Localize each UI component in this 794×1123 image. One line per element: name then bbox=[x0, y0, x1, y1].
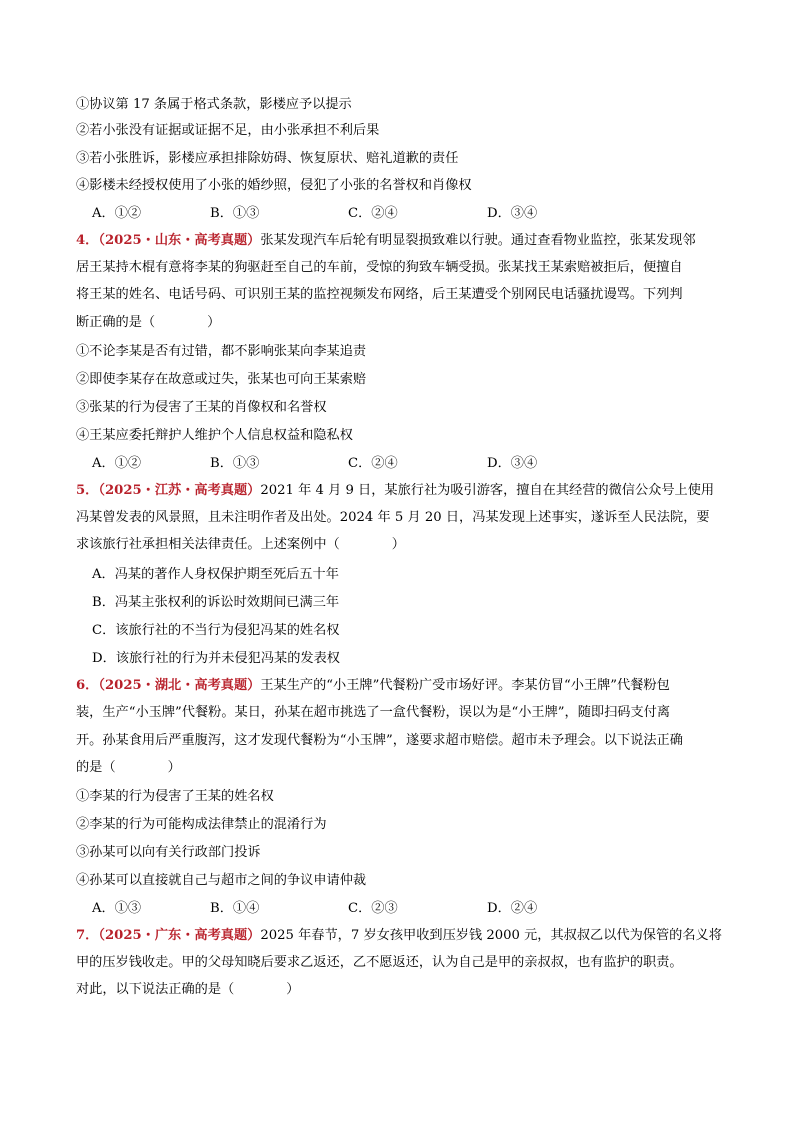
question-6-line-4 bbox=[76, 758, 726, 778]
statement-2: ②若小张没有证据或证据不足，由小张承担不利后果 bbox=[76, 123, 380, 138]
statement-1: ①不论李某是否有过错，都不影响张某向李某追责 bbox=[76, 344, 367, 359]
question-number: 4． bbox=[76, 233, 99, 248]
bracket-close: ） bbox=[391, 537, 405, 552]
choice-b[interactable]: B．冯某主张权利的诉讼时效期间已满三年 bbox=[92, 595, 340, 610]
choice-c[interactable]: C．该旅行社的不当行为侵犯冯某的姓名权 bbox=[92, 623, 340, 638]
option-a[interactable]: A．①② bbox=[92, 206, 142, 221]
option-d[interactable]: D．③④ bbox=[487, 456, 538, 471]
question-number: 6． bbox=[76, 678, 99, 693]
option-c[interactable]: C．②③ bbox=[348, 901, 398, 916]
question-5-line-2: 冯某曾发表的风景照，且未注明作者及出处。2024 年 5 月 20 日，冯某发现上述事实，遂诉至人民法院，要 bbox=[76, 510, 710, 525]
question-4-line-3: 将王某的姓名、电话号码、可识别王某的监控视频发布网络，后王某遭受个别网民电话骚扰谩骂。下列判 bbox=[76, 287, 683, 302]
statement-3: ③若小张胜诉，影楼应承担排除妨碍、恢复原状、赔礼道歉的责任 bbox=[76, 151, 459, 166]
question-text: 求该旅行社承担相关法律责任。上述案例中（ bbox=[76, 537, 340, 552]
bracket-close: ） bbox=[207, 315, 221, 330]
question-6-line-3: 开。孙某食用后严重腹泻，这才发现代餐粉为“小玉牌”，遂要求超市赔偿。超市未予理会。以下说法正确 bbox=[76, 733, 683, 748]
option-a[interactable]: A．①③ bbox=[92, 901, 142, 916]
choice-a[interactable]: A．冯某的著作人身权保护期至死后五十年 bbox=[92, 567, 339, 582]
statement-4: ④影楼未经授权使用了小张的婚纱照，侵犯了小张的名誉权和肖像权 bbox=[76, 178, 472, 193]
option-d[interactable]: D．③④ bbox=[487, 206, 538, 221]
statement-1: ①李某的行为侵害了王某的姓名权 bbox=[76, 789, 274, 804]
question-text: 2025 年春节，7 岁女孩甲收到压岁钱 2000 元，其叔叔乙以代为保管的名义将 bbox=[260, 928, 722, 943]
statement-4: ④王某应委托辩护人维护个人信息权益和隐私权 bbox=[76, 428, 353, 443]
question-number: 5． bbox=[76, 483, 99, 498]
question-7-line-2: 甲的压岁钱收走。甲的父母知晓后要求乙返还，乙不愿返还，认为自己是甲的亲叔叔，也有监护的职责。 bbox=[76, 955, 683, 970]
option-b[interactable]: B．①③ bbox=[210, 456, 260, 471]
question-4-line-4 bbox=[76, 313, 726, 333]
question-source: （2025・广东・高考真题） bbox=[98, 928, 261, 943]
question-source: （2025・山东・高考真题） bbox=[98, 233, 261, 248]
answer-options bbox=[92, 204, 692, 224]
question-7-line-3 bbox=[76, 980, 726, 1000]
question-text: 张某发现汽车后轮有明显裂损致难以行驶。通过查看物业监控，张某发现邻 bbox=[260, 233, 696, 248]
choice-d[interactable]: D．该旅行社的行为并未侵犯冯某的发表权 bbox=[92, 651, 340, 666]
question-5-line-3 bbox=[76, 535, 726, 555]
answer-options bbox=[92, 899, 692, 919]
option-b[interactable]: B．①④ bbox=[210, 901, 260, 916]
question-text: 断正确的是（ bbox=[76, 315, 156, 330]
question-source: （2025・湖北・高考真题） bbox=[98, 678, 261, 693]
bracket-close: ） bbox=[167, 760, 181, 775]
question-6-line-2: 装，生产“小玉牌”代餐粉。某日，孙某在超市挑选了一盒代餐粉，误以为是“小王牌”，随即扫码支付离 bbox=[76, 705, 671, 720]
statement-2: ②李某的行为可能构成法律禁止的混淆行为 bbox=[76, 817, 327, 832]
statement-2: ②即使李某存在故意或过失，张某也可向王某索赔 bbox=[76, 372, 367, 387]
bracket-close: ） bbox=[286, 982, 300, 997]
option-d[interactable]: D．②④ bbox=[487, 901, 538, 916]
question-6-line-1 bbox=[76, 676, 726, 696]
option-c[interactable]: C．②④ bbox=[348, 206, 398, 221]
answer-options bbox=[92, 454, 692, 474]
question-source: （2025・江苏・高考真题） bbox=[98, 483, 261, 498]
question-5-line-1 bbox=[76, 481, 726, 501]
question-4-line-2: 居王某持木棍有意将李某的狗驱赶至自己的车前，受惊的狗致车辆受损。张某找王某索赔被拒后，便擅自 bbox=[76, 260, 683, 275]
question-7-line-1 bbox=[76, 926, 726, 946]
statement-3: ③孙某可以向有关行政部门投诉 bbox=[76, 845, 261, 860]
question-text: 2021 年 4 月 9 日，某旅行社为吸引游客，擅自在其经营的微信公众号上使用 bbox=[260, 483, 715, 498]
question-text: 对此，以下说法正确的是（ bbox=[76, 982, 235, 997]
question-text: 的是（ bbox=[76, 760, 116, 775]
option-b[interactable]: B．①③ bbox=[210, 206, 260, 221]
statement-4: ④孙某可以直接就自己与超市之间的争议申请仲裁 bbox=[76, 873, 367, 888]
question-4-line-1 bbox=[76, 231, 726, 251]
option-c[interactable]: C．②④ bbox=[348, 456, 398, 471]
option-a[interactable]: A．①② bbox=[92, 456, 142, 471]
statement-1: ①协议第 17 条属于格式条款，影楼应予以提示 bbox=[76, 97, 352, 112]
statement-3: ③张某的行为侵害了王某的肖像权和名誉权 bbox=[76, 400, 327, 415]
question-text: 王某生产的“小王牌”代餐粉广受市场好评。李某仿冒“小王牌”代餐粉包 bbox=[260, 678, 670, 693]
question-number: 7． bbox=[76, 928, 99, 943]
